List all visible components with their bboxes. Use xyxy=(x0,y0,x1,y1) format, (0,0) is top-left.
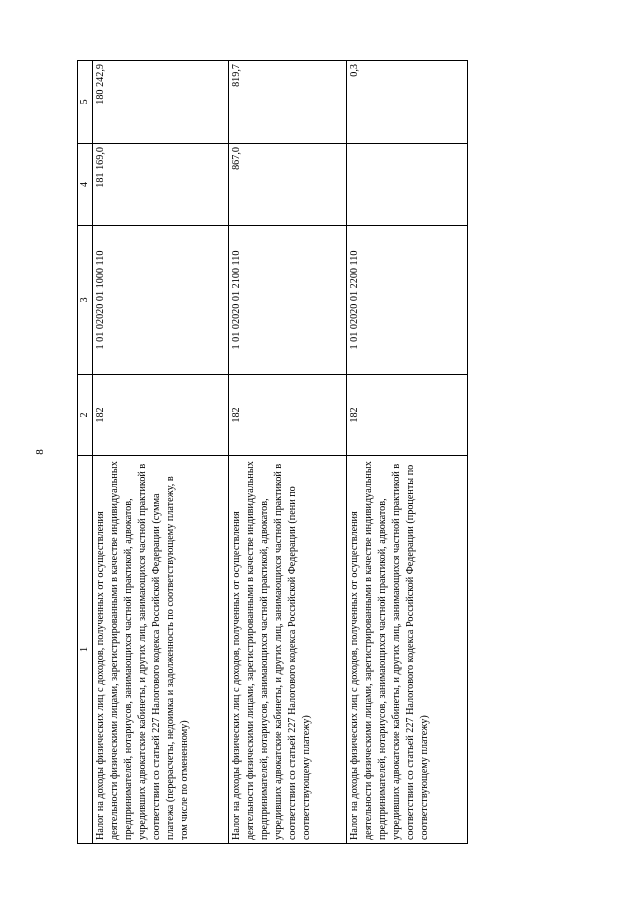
kbk-code-cell: 1 01 02020 01 2200 110 xyxy=(347,226,468,375)
column-header-2: 2 xyxy=(78,375,93,456)
value-col5-cell: 180 242,9 xyxy=(93,61,229,144)
column-header-5: 5 xyxy=(78,61,93,144)
table-row xyxy=(229,61,347,844)
header-row xyxy=(78,61,93,844)
value-col4-cell: 181 169,0 xyxy=(93,144,229,226)
page-number: 8 xyxy=(34,449,46,455)
admin-code-cell: 182 xyxy=(93,375,229,456)
table-container xyxy=(77,61,467,844)
value-col5-cell: 0,3 xyxy=(347,61,468,144)
admin-code-cell: 182 xyxy=(229,375,347,456)
column-header-1: 1 xyxy=(78,456,93,844)
admin-code-cell: 182 xyxy=(347,375,468,456)
revenue-name-cell: Налог на доходы физических лиц с доходов, полученных от осуществления деятельности физическими лицами, зарегистрированными в качестве индивидуальных предпринимателей, нотариусов, занимающихся частной практикой, адвокатов, учредивших адвокатские кабинеты, и других лиц, занимающихся частной практикой в соответствии со статьей 227 Налогового кодекса Российской Федерации (проценты по соответствующему платежу) xyxy=(347,456,468,844)
kbk-code-cell: 1 01 02020 01 2100 110 xyxy=(229,226,347,375)
kbk-code-cell: 1 01 02020 01 1000 110 xyxy=(93,226,229,375)
column-header-4: 4 xyxy=(78,144,93,226)
budget-table xyxy=(77,60,468,844)
value-col4-cell xyxy=(347,144,468,226)
value-col5-cell: 819,7 xyxy=(229,61,347,144)
table-row xyxy=(347,61,468,844)
revenue-name-cell: Налог на доходы физических лиц с доходов, полученных от осуществления деятельности физическими лицами, зарегистрированными в качестве индивидуальных предпринимателей, нотариусов, занимающихся частной практикой, адвокатов, учредивших адвокатские кабинеты, и других лиц, занимающихся частной практикой в соответствии со статьей 227 Налогового кодекса Российской Федерации (сумма платежа (перерасчеты, недоимка и задолженность по соответствующему платежу, в том числе по отмененному) xyxy=(93,456,229,844)
revenue-name-cell: Налог на доходы физических лиц с доходов, полученных от осуществления деятельности физическими лицами, зарегистрированными в качестве индивидуальных предпринимателей, нотариусов, занимающихся частной практикой, адвокатов, учредивших адвокатские кабинеты, и других лиц, занимающихся частной практикой в соответствии со статьей 227 Налогового кодекса Российской Федерации (пени по соответствующему платежу) xyxy=(229,456,347,844)
value-col4-cell: 867,0 xyxy=(229,144,347,226)
column-header-3: 3 xyxy=(78,226,93,375)
table-row xyxy=(93,61,229,844)
